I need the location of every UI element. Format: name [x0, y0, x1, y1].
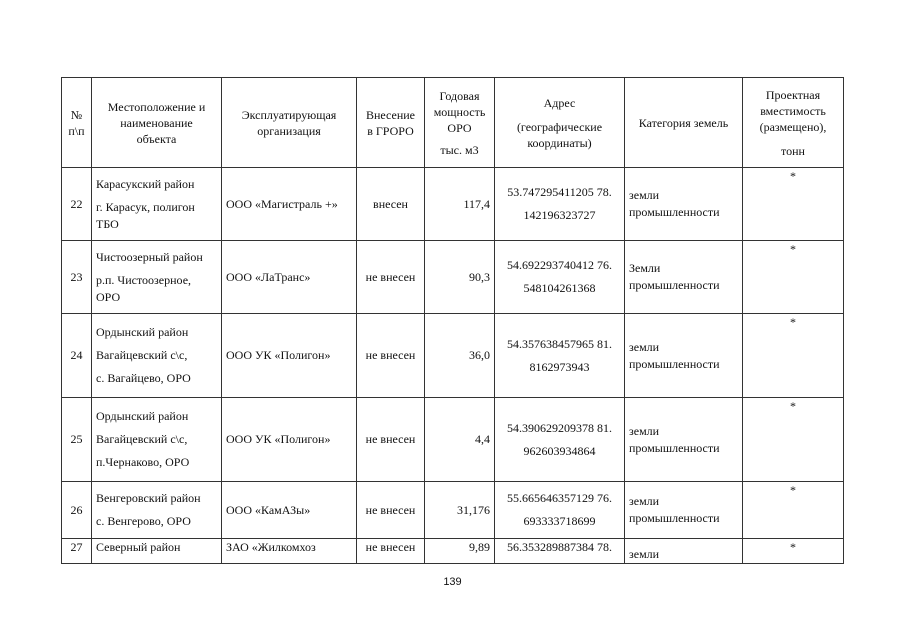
cell-address: 54.390629209378 81. 962603934864: [495, 398, 625, 482]
cell-address: 53.747295411205 78. 142196323727: [495, 168, 625, 241]
cell-capacity: 4,4: [425, 398, 495, 482]
table-row: [62, 398, 844, 482]
cell-num: 24: [62, 314, 92, 398]
cell-operator: ООО «КамАЗы»: [222, 482, 357, 539]
cell-address: 54.692293740412 76. 548104261368: [495, 241, 625, 314]
cell-design: *: [743, 482, 844, 539]
cell-design: *: [743, 398, 844, 482]
header-num: № п\п: [62, 78, 92, 168]
cell-capacity: 117,4: [425, 168, 495, 241]
cell-registry: не внесен: [357, 241, 425, 314]
cell-num: 23: [62, 241, 92, 314]
cell-operator: ООО УК «Полигон»: [222, 398, 357, 482]
table-row: [62, 539, 844, 564]
cell-operator: ООО «Магистраль +»: [222, 168, 357, 241]
cell-category: земли промышленности: [625, 314, 743, 398]
header-location: Местоположение и наименование объекта: [92, 78, 222, 168]
cell-address: 56.353289887384 78.: [495, 539, 625, 564]
cell-operator: ООО УК «Полигон»: [222, 314, 357, 398]
cell-capacity: 9,89: [425, 539, 495, 564]
cell-registry: не внесен: [357, 539, 425, 564]
header-category: Категория земель: [625, 78, 743, 168]
cell-location: Ордынский район Вагайцевский с\с, п.Чернаково, ОРО: [92, 398, 222, 482]
cell-capacity: 90,3: [425, 241, 495, 314]
cell-category: Земли промышленности: [625, 241, 743, 314]
table-row: [62, 168, 844, 241]
cell-category: земли: [625, 539, 743, 564]
cell-operator: ЗАО «Жилкомхоз: [222, 539, 357, 564]
cell-registry: не внесен: [357, 482, 425, 539]
cell-capacity: 36,0: [425, 314, 495, 398]
header-operator: Эксплуатирующая организация: [222, 78, 357, 168]
table-row: [62, 241, 844, 314]
cell-design: *: [743, 168, 844, 241]
data-table: [61, 77, 844, 564]
cell-address: 54.357638457965 81. 8162973943: [495, 314, 625, 398]
page-number: 139: [443, 576, 462, 588]
cell-num: 25: [62, 398, 92, 482]
header-design: Проектная вместимость (размещено), тонн: [743, 78, 844, 168]
cell-registry: внесен: [357, 168, 425, 241]
header-capacity: Годовая мощность ОРО тыс. м3: [425, 78, 495, 168]
cell-num: 27: [62, 539, 92, 564]
cell-category: земли промышленности: [625, 168, 743, 241]
cell-location: Венгеровский район с. Венгерово, ОРО: [92, 482, 222, 539]
cell-location: Карасукский район г. Карасук, полигон ТБО: [92, 168, 222, 241]
cell-registry: не внесен: [357, 398, 425, 482]
cell-design: *: [743, 314, 844, 398]
header-address: Адрес (географические координаты): [495, 78, 625, 168]
cell-registry: не внесен: [357, 314, 425, 398]
cell-num: 22: [62, 168, 92, 241]
cell-design: *: [743, 539, 844, 564]
cell-location: Северный район: [92, 539, 222, 564]
cell-num: 26: [62, 482, 92, 539]
table-row: [62, 314, 844, 398]
cell-location: Чистоозерный район р.п. Чистоозерное, ОРО: [92, 241, 222, 314]
cell-capacity: 31,176: [425, 482, 495, 539]
cell-category: земли промышленности: [625, 482, 743, 539]
cell-design: *: [743, 241, 844, 314]
cell-address: 55.665646357129 76. 693333718699: [495, 482, 625, 539]
table-row: [62, 482, 844, 539]
cell-category: земли промышленности: [625, 398, 743, 482]
header-registry: Внесение в ГРОРО: [357, 78, 425, 168]
cell-operator: ООО «ЛаТранс»: [222, 241, 357, 314]
header-row: [62, 78, 844, 168]
cell-location: Ордынский район Вагайцевский с\с, с. Вагайцево, ОРО: [92, 314, 222, 398]
